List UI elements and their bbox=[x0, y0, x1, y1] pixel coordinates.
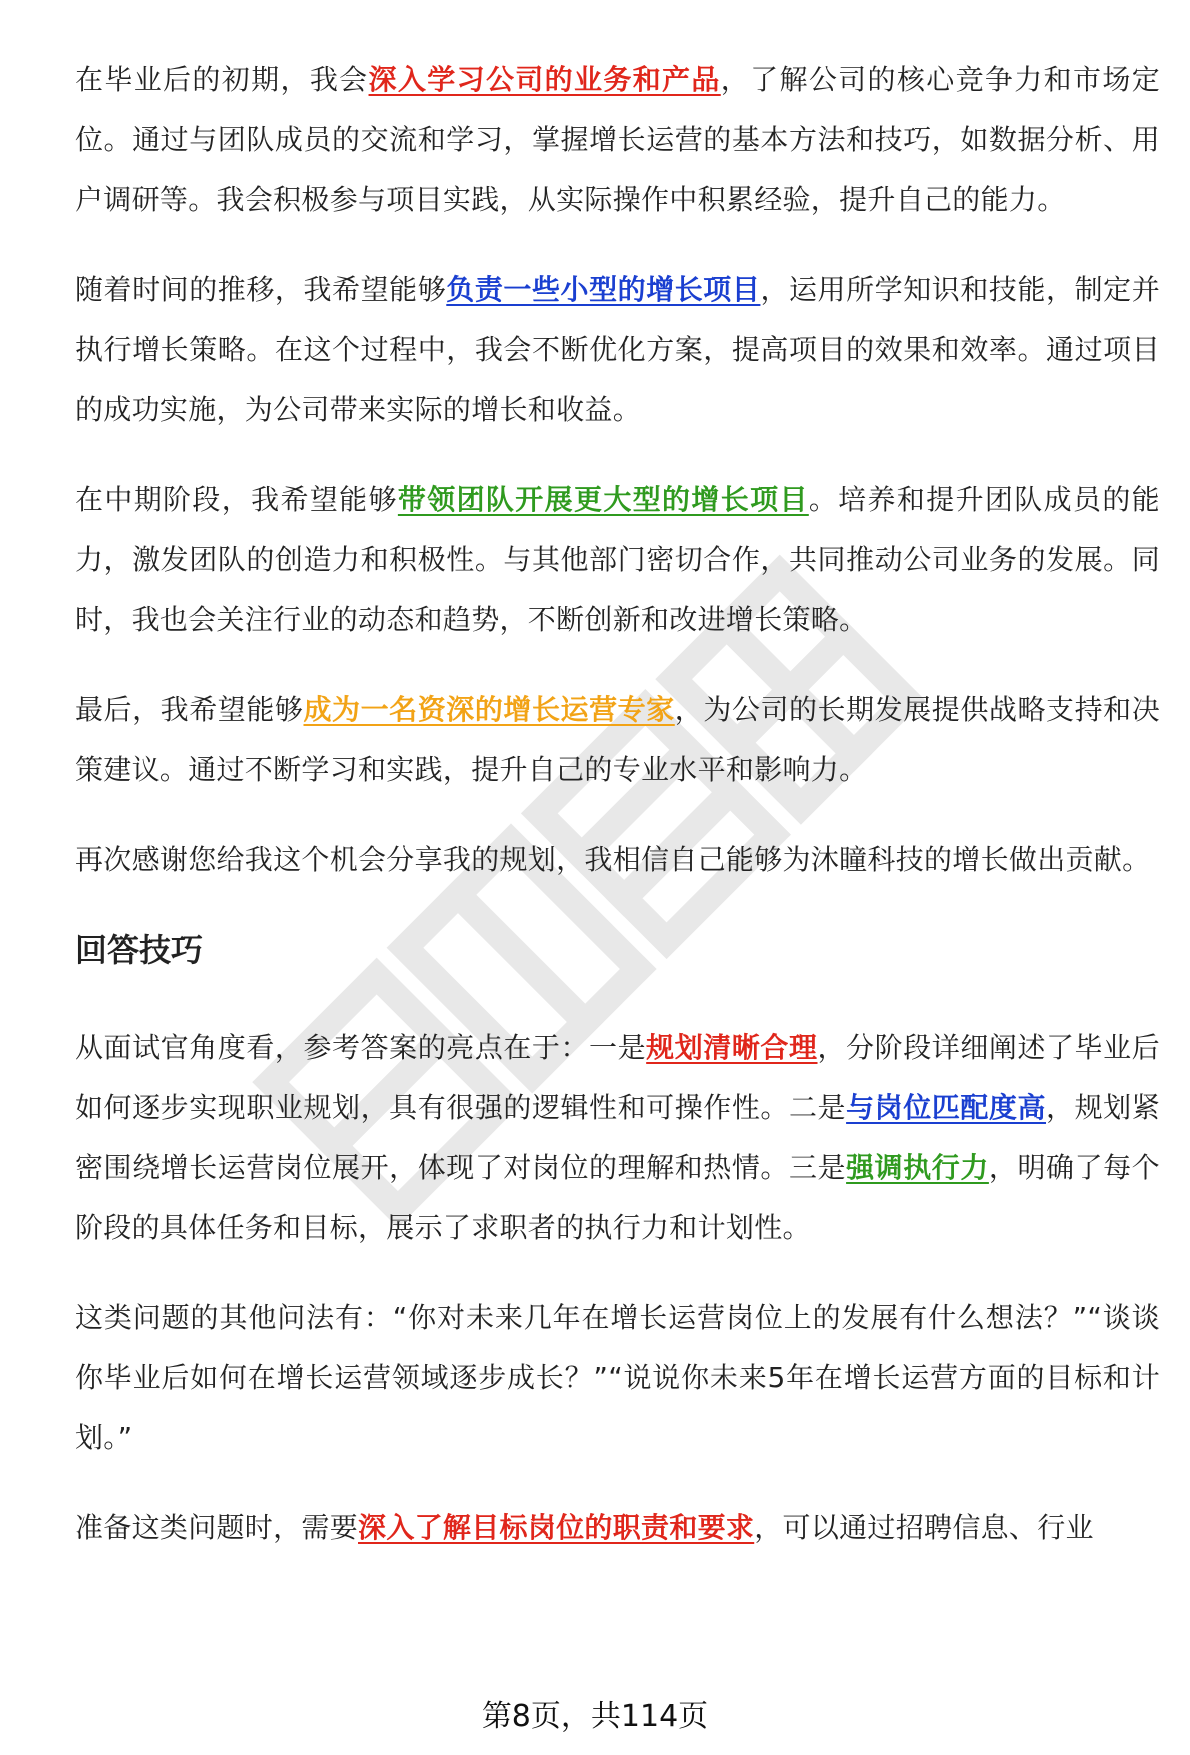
paragraph-text: 。培养和提升团队成员的能力，激发团队的创造力和积极性。与其他部门密切合作，共同推动公司业务的发展。同时，我也会关注行业的动态和趋势，不断创新和改进增长策略。 bbox=[75, 483, 1160, 636]
paragraph-text: ，运用所学知识和技能，制定并执行增长策略。在这个过程中，我会不断优化方案，提高项目的效果和效率。通过项目的成功实施，为公司带来实际的增长和收益。 bbox=[75, 273, 1161, 426]
highlight-red: 规划清晰合理 bbox=[646, 1031, 818, 1064]
paragraph-tips bbox=[75, 1018, 1160, 1258]
section-heading: 回答技巧 bbox=[75, 931, 204, 969]
paragraph-early-stage bbox=[75, 50, 1160, 230]
highlight-red: 深入了解目标岗位的职责和要求 bbox=[358, 1511, 755, 1544]
paragraph-text: 再次感谢您给我这个机会分享我的规划，我相信自己能够为沐瞳科技的增长做出贡献。 bbox=[75, 843, 1151, 876]
paragraph-text: ，为公司的长期发展提供战略支持和决策建议。通过不断学习和实践，提升自己的专业水平和影响力。 bbox=[75, 693, 1161, 786]
paragraph-text: ，了解公司的核心竞争力和市场定位。通过与团队成员的交流和学习，掌握增长运营的基本方法和技巧，如数据分析、用户调研等。我会积极参与项目实践，从实际操作中积累经验，提升自己的能力。 bbox=[75, 63, 1160, 216]
paragraph-text: ，规划紧密围绕增长运营岗位展开，体现了对岗位的理解和热情。三是 bbox=[75, 1091, 1160, 1184]
paragraph-final-stage bbox=[75, 680, 1160, 800]
highlight-red: 深入学习公司的业务和产品 bbox=[368, 63, 721, 96]
paragraph-text: 这类问题的其他问法有：“你对未来几年在增长运营岗位上的发展有什么想法？”“谈谈你毕业后如何在增长运营领域逐步成长？”“说说你未来5年在增长运营方面的目标和计划。” bbox=[75, 1301, 1160, 1454]
highlight-green: 带领团队开展更大型的增长项目 bbox=[397, 483, 809, 516]
paragraph-mid-stage bbox=[75, 470, 1160, 650]
highlight-blue: 负责一些小型的增长项目 bbox=[446, 273, 761, 306]
highlight-blue: 与岗位匹配度高 bbox=[846, 1091, 1047, 1124]
document-body bbox=[75, 50, 1160, 1588]
paragraph-text: 随着时间的推移，我希望能够 bbox=[75, 273, 447, 306]
paragraph-text: 在毕业后的初期，我会 bbox=[75, 63, 369, 96]
paragraph-text: 在中期阶段，我希望能够 bbox=[75, 483, 398, 516]
paragraph-text: ，可以通过招聘信息、行业 bbox=[754, 1511, 1094, 1544]
paragraph-prepare bbox=[75, 1498, 1160, 1558]
paragraph-thanks bbox=[75, 830, 1160, 890]
paragraph-text: ，明确了每个阶段的具体任务和目标，展示了求职者的执行力和计划性。 bbox=[75, 1151, 1160, 1244]
paragraph-text: ，分阶段详细阐述了毕业后如何逐步实现职业规划，具有很强的逻辑性和可操作性。二是 bbox=[75, 1031, 1160, 1124]
page-number-footer: 第8页，共114页 bbox=[481, 1699, 709, 1734]
paragraph-growth-projects bbox=[75, 260, 1160, 440]
highlight-green: 强调执行力 bbox=[846, 1151, 989, 1184]
highlight-orange: 成为一名资深的增长运营专家 bbox=[303, 693, 675, 726]
paragraph-text: 最后，我希望能够 bbox=[75, 693, 304, 726]
paragraph-other-questions bbox=[75, 1288, 1160, 1468]
paragraph-text: 从面试官角度看，参考答案的亮点在于：一是 bbox=[75, 1031, 647, 1064]
paragraph-text: 准备这类问题时，需要 bbox=[75, 1511, 359, 1544]
